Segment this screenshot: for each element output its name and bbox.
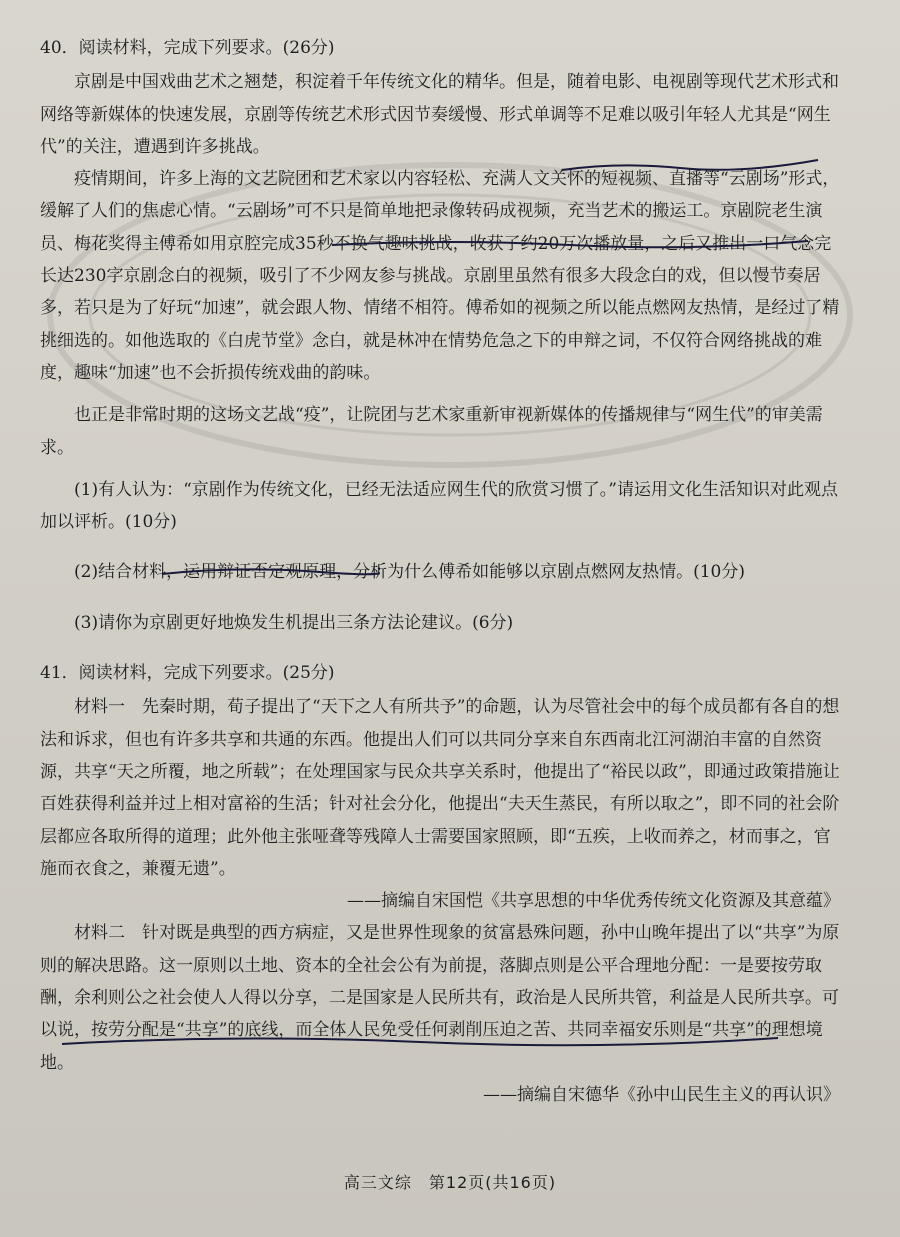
question-41-material-1: 材料一 先秦时期，荀子提出了“天下之人有所共予”的命题，认为尽管社会中的每个成员都有各自的想法和诉求，但也有许多共享和共通的东西。他提出人们可以共同分享来自东西南北江河湖泊丰富的自然资源，共享“天之所覆，地之所载”；在处理国家与民众共享关系时，他提出了“裕民以政”，即通过政策措施让百姓获得利益并过上相对富裕的生活；针对社会分化，他提出“夫天生蒸民，有所以取之”，即不同的社会阶层都应各取所得的道理；此外他主张哑聋等残障人士需要国家照顾，即“五疾，上收而养之，材而事之，官施而衣食之，兼覆无遗”。	[40, 697, 840, 879]
question-40-paragraph-1: 京剧是中国戏曲艺术之翘楚，积淀着千年传统文化的精华。但是，随着电影、电视剧等现代艺术形式和网络等新媒体的快速发展，京剧等传统艺术形式因节奏缓慢、形式单调等不足难以吸引年轻人尤其是“网生代”的关注，遭遇到许多挑战。	[40, 72, 839, 157]
question-41-citation-2: ——摘编自宋德华《孙中山民生主义的再认识》	[483, 1084, 840, 1105]
question-40-subquestion-3: (3)请你为京剧更好地焕发生机提出三条方法论建议。(6分)	[74, 612, 514, 633]
question-40	[40, 32, 844, 639]
question-40-paragraph-2: 疫情期间，许多上海的文艺院团和艺术家以内容轻松、充满人文关怀的短视频、直播等“云剧场”形式，缓解了人们的焦虑心情。“云剧场”可不只是简单地把录像转码成视频，充当艺术的搬运工。京剧院老生演员、梅花奖得主傅希如用京腔完成35秒不换气趣味挑战，收获了约20万次播放量，之后又推出一口气念完长达230字京剧念白的视频，吸引了不少网友参与挑战。京剧里虽然有很多大段念白的戏，但以慢节奏居多，若只是为了好玩“加速”，就会跟人物、情绪不相符。傅希如的视频之所以能点燃网友热情，是经过了精挑细选的。如他选取的《白虎节堂》念白，就是林冲在情势危急之下的申辩之词，不仅符合网络挑战的难度，趣味“加速”也不会折损传统戏曲的韵味。	[40, 169, 840, 383]
question-40-paragraph-3: 也正是非常时期的这场文艺战“疫”，让院团与艺术家重新审视新媒体的传播规律与“网生代”的审美需求。	[40, 405, 823, 458]
question-41-citation-1: ——摘编自宋国恺《共享思想的中华优秀传统文化资源及其意蕴》	[347, 891, 840, 912]
question-41	[40, 657, 844, 1111]
question-41-title: 41．阅读材料，完成下列要求。(25分)	[40, 663, 335, 684]
page-footer: 高三文综 第12页(共16页)	[343, 1173, 557, 1192]
question-41-material-2: 材料二 针对既是典型的西方病症，又是世界性现象的贫富悬殊问题，孙中山晚年提出了以“共享”为原则的解决思路。这一原则以土地、资本的全社会公有为前提，落脚点则是公平合理地分配：一是要按劳取酬，余利则公之社会使人人得以分享，二是国家是人民所共有，政治是人民所共管，利益是人民所共享。可以说，按劳分配是“共享”的底线，而全体人民免受任何剥削压迫之苦、共同幸福安乐则是“共享”的理想境地。	[40, 923, 840, 1073]
question-40-subquestion-1: (1)有人认为：“京剧作为传统文化，已经无法适应网生代的欣赏习惯了。”请运用文化生活知识对此观点加以评析。(10分)	[40, 479, 838, 533]
question-40-subquestion-2: (2)结合材料，运用辩证否定观原理，分析为什么傅希如能够以京剧点燃网友热情。(10分)	[74, 562, 745, 583]
question-40-title: 40．阅读材料，完成下列要求。(26分)	[40, 38, 335, 58]
